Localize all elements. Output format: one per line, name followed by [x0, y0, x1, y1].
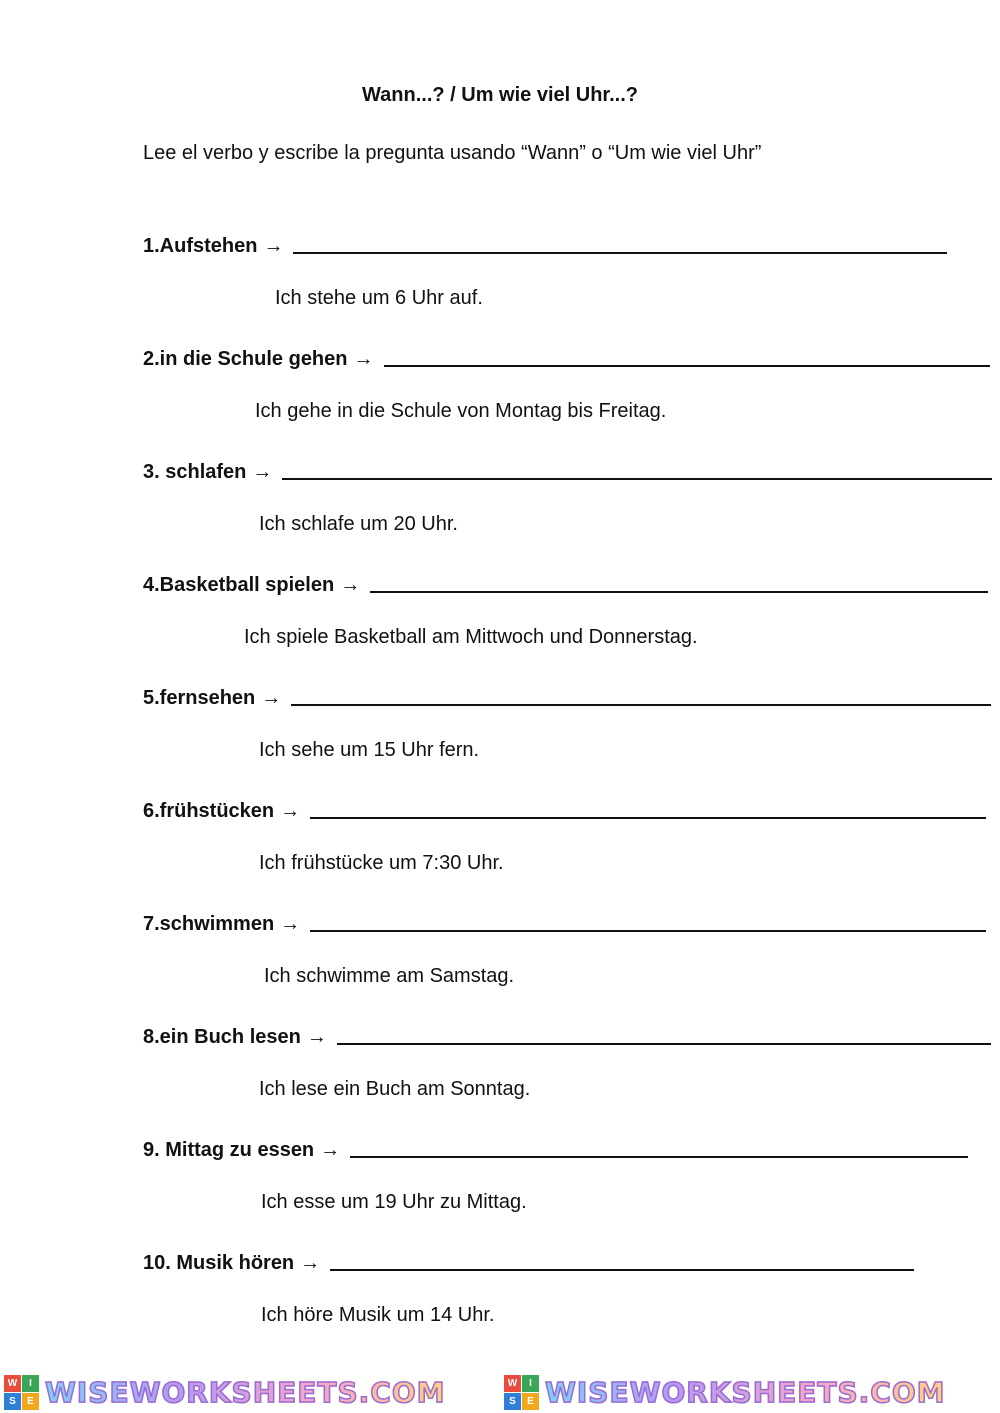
- arrow-icon: →: [320, 1139, 341, 1161]
- example-answer: Ich frühstücke um 7:30 Uhr.: [259, 852, 504, 874]
- logo-letter: E: [522, 1393, 539, 1410]
- example-answer: Ich esse um 19 Uhr zu Mittag.: [261, 1191, 527, 1213]
- question-prompt: 6.frühstücken: [143, 800, 275, 822]
- question-prompt: 1.Aufstehen: [143, 235, 258, 257]
- question-prompt: 10. Musik hören: [143, 1252, 295, 1274]
- example-answer: Ich spiele Basketball am Mittwoch und Donnerstag.: [244, 626, 698, 648]
- logo-letter: W: [504, 1375, 521, 1392]
- question-prompt: 9. Mittag zu essen: [143, 1139, 315, 1161]
- logo-letter: I: [22, 1375, 39, 1392]
- arrow-icon: →: [353, 348, 374, 370]
- answer-line[interactable]: [350, 1156, 968, 1158]
- question-row: [143, 1134, 968, 1162]
- answer-line[interactable]: [310, 817, 986, 819]
- question-row: [143, 908, 986, 936]
- arrow-icon: →: [280, 913, 301, 935]
- question-prompt: 7.schwimmen: [143, 913, 275, 935]
- worksheet-title-text: Wann...? / Um wie viel Uhr...?: [362, 84, 638, 106]
- footer-watermark: [0, 1374, 1000, 1410]
- question-row: [143, 795, 986, 823]
- question-prompt: 2.in die Schule gehen: [143, 348, 348, 370]
- logo-letter: E: [22, 1393, 39, 1410]
- example-answer: Ich sehe um 15 Uhr fern.: [259, 739, 480, 761]
- arrow-icon: →: [306, 1026, 327, 1048]
- question-row: [143, 1021, 991, 1049]
- answer-line[interactable]: [370, 591, 988, 593]
- brand-block: [500, 1375, 1000, 1410]
- answer-line[interactable]: [310, 930, 986, 932]
- question-row: [143, 456, 992, 484]
- arrow-icon: →: [280, 800, 301, 822]
- logo-letter: S: [4, 1393, 21, 1410]
- instruction-text: Lee el verbo y escribe la pregunta usando “Wann” o “Um wie viel Uhr”: [143, 142, 762, 164]
- arrow-icon: →: [300, 1252, 321, 1274]
- worksheet-title: [0, 84, 1000, 107]
- logo-letter: S: [504, 1393, 521, 1410]
- question-row: [143, 343, 990, 371]
- answer-line[interactable]: [330, 1269, 914, 1271]
- question-row: [143, 230, 947, 258]
- arrow-icon: →: [340, 574, 361, 596]
- answer-line[interactable]: [384, 365, 990, 367]
- answer-line[interactable]: [293, 252, 947, 254]
- wise-logo-icon: [504, 1375, 539, 1410]
- arrow-icon: →: [261, 687, 282, 709]
- logo-letter: W: [4, 1375, 21, 1392]
- arrow-icon: →: [263, 235, 284, 257]
- example-answer: Ich höre Musik um 14 Uhr.: [261, 1304, 495, 1326]
- example-answer: Ich gehe in die Schule von Montag bis Freitag.: [255, 400, 667, 422]
- question-row: [143, 569, 988, 597]
- answer-line[interactable]: [291, 704, 991, 706]
- example-answer: Ich schlafe um 20 Uhr.: [259, 513, 458, 535]
- answer-line[interactable]: [282, 478, 992, 480]
- brand-text: WISEWORKSHEETS.COM: [545, 1375, 946, 1409]
- question-row: [143, 682, 991, 710]
- wise-logo-icon: [4, 1375, 39, 1410]
- question-prompt: 3. schlafen: [143, 461, 247, 483]
- question-prompt: 5.fernsehen: [143, 687, 256, 709]
- question-row: [143, 1247, 914, 1275]
- question-prompt: 8.ein Buch lesen: [143, 1026, 301, 1048]
- example-answer: Ich schwimme am Samstag.: [264, 965, 515, 987]
- answer-line[interactable]: [337, 1043, 991, 1045]
- arrow-icon: →: [252, 461, 273, 483]
- example-answer: Ich lese ein Buch am Sonntag.: [259, 1078, 531, 1100]
- brand-text: WISEWORKSHEETS.COM: [45, 1375, 446, 1409]
- logo-letter: I: [522, 1375, 539, 1392]
- question-prompt: 4.Basketball spielen: [143, 574, 335, 596]
- brand-block: [0, 1375, 500, 1410]
- example-answer: Ich stehe um 6 Uhr auf.: [275, 287, 483, 309]
